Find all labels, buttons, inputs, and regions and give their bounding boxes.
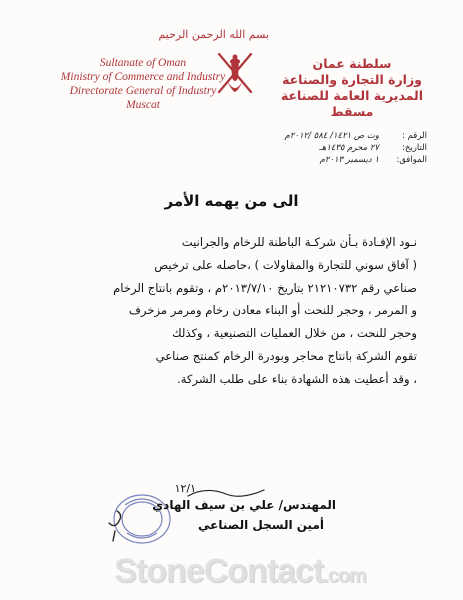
reference-value: ١ ديسمبر ٢٠١٣م bbox=[319, 155, 379, 165]
letterhead-ar-line: سلطنة عمان bbox=[312, 56, 392, 71]
watermark bbox=[90, 552, 390, 591]
english-letterhead bbox=[48, 56, 238, 112]
body-line: ، وقد أعطيت هذه الشهادة بناء على طلب الشركة. bbox=[177, 371, 417, 386]
reference-label: التاريخ: bbox=[402, 143, 427, 153]
reference-label: الرقم : bbox=[402, 131, 427, 141]
signature-block bbox=[96, 482, 336, 554]
letterhead-en-line: Directorate General of Industry bbox=[69, 85, 217, 97]
reference-value: ٢٧ محرم ١٤٣٥هـ bbox=[319, 143, 379, 153]
letterhead-ar-line: المديرية العامة للصناعة bbox=[280, 88, 424, 103]
reference-corresponding-row bbox=[237, 154, 427, 166]
letterhead-ar-line: مسقط bbox=[330, 104, 374, 119]
basmala-calligraphy: بسم الله الرحمن الرحيم bbox=[158, 28, 269, 41]
watermark-main: StoneContact bbox=[114, 552, 324, 590]
reference-value: وت ص ١٤٢١/ ٥٨٤ /٢٠١٢م bbox=[284, 131, 379, 141]
body-line: ( آفاق سوني للتجارة والمقاولات ) ،حاصله على ترخيص bbox=[154, 257, 417, 272]
letterhead-en-line: Ministry of Commerce and Industry bbox=[60, 71, 226, 83]
body-line: و المرمر ، وحجر للنحت أو البناء معادن رخام ومرمر مزخرف bbox=[128, 303, 417, 318]
body-line: وحجر للنحت ، من خلال العمليات التصنيعية ، وكذلك bbox=[172, 326, 417, 341]
body-line: صناعي رقم ٢١٢١٠٧٣٢ بتاريخ ٢٠١٣/٧/١٠م ، وتقوم بانتاج الرخام bbox=[113, 280, 417, 295]
body-line: نـود الإفـادة بـأن شركـة الباطنة للرخام والجرانيت bbox=[181, 235, 417, 249]
handwritten-date: ١٢/١ bbox=[174, 482, 196, 495]
letterhead-ar-line: وزارة التجارة والصناعة bbox=[282, 72, 422, 87]
reference-number-row bbox=[237, 130, 427, 142]
letterhead-en-line: Muscat bbox=[126, 99, 160, 111]
arabic-letterhead bbox=[277, 56, 427, 120]
reference-block bbox=[237, 130, 427, 166]
body-line: تقوم الشركة بانتاج محاجر وبودرة الرخام كمنتج صناعي bbox=[155, 348, 417, 363]
signatory-position: أمين السجل الصناعي bbox=[198, 518, 324, 532]
reference-label: الموافق: bbox=[396, 155, 427, 165]
letter-body bbox=[37, 231, 417, 391]
letterhead-en-line: Sultanate of Oman bbox=[99, 57, 187, 69]
signatory-name: المهندس/ علي بن سيف الهادي bbox=[152, 498, 336, 512]
letter-title: الى من يهمه الأمر bbox=[164, 192, 299, 210]
watermark-suffix: .com bbox=[323, 565, 366, 587]
reference-date-row bbox=[237, 142, 427, 154]
